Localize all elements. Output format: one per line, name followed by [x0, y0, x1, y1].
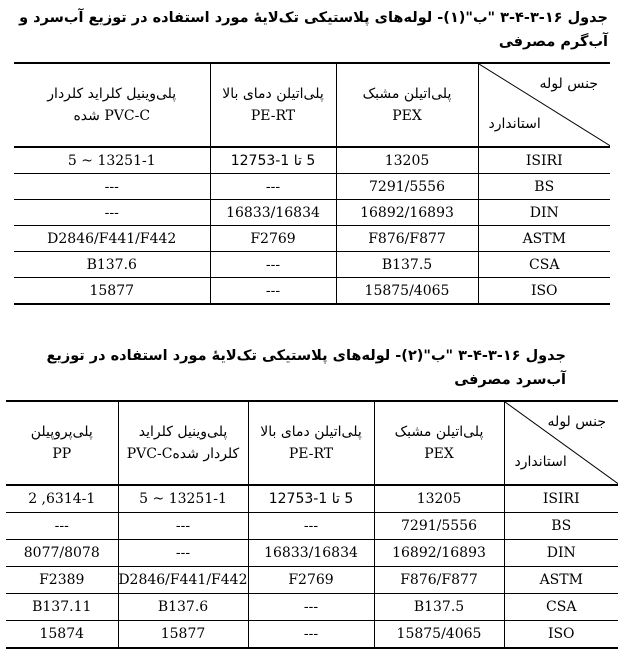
- column-header-name: پلی‌اتیلن دمای بالا: [260, 424, 362, 440]
- table-cell: 8077/8078: [6, 540, 118, 567]
- table2-caption: جدول ۱۶-۳-۴-۳ "ب"(۲)- لوله‌های پلاستیکی تک‌لایهٔ مورد استفاده در توزیع آب‌سرد مصرفی: [46, 348, 566, 388]
- column-header-code: PE-RT: [288, 446, 334, 462]
- table-cell: 13205: [336, 147, 478, 174]
- standard-cell: CSA: [478, 252, 610, 278]
- table-cell: 13251-1 ~ 5: [118, 485, 248, 513]
- table-cell: 15877: [118, 621, 248, 649]
- table-cell: 16892/16893: [374, 540, 504, 567]
- table-row: [14, 200, 610, 226]
- table-cell: F876/F877: [374, 567, 504, 594]
- table-row: [14, 174, 610, 200]
- column-header-code: PP: [52, 446, 72, 462]
- corner-bottom-label: استاندارد: [514, 454, 567, 470]
- standard-cell: ASTM: [478, 226, 610, 252]
- table-cell: B137.11: [6, 594, 118, 621]
- table-cell: 15875/4065: [374, 621, 504, 649]
- table-cell: 13205: [374, 485, 504, 513]
- table-cell: D2846/F441/F442: [118, 567, 248, 594]
- table-cell: 15877: [14, 278, 210, 305]
- table-cell: F2769: [248, 567, 374, 594]
- column-header-code: PEX: [424, 446, 454, 462]
- corner-top-label: جنس لوله: [547, 414, 606, 430]
- table-cell: F876/F877: [336, 226, 478, 252]
- table-cell: 6314-1, 2: [6, 485, 118, 513]
- table-cell: 15874: [6, 621, 118, 649]
- table-cell: 5 تا 1-12753: [248, 485, 374, 513]
- table-cell: 7291/5556: [374, 513, 504, 540]
- table-row: [6, 513, 618, 540]
- column-header: [336, 63, 478, 147]
- table-cell: 13251-1 ~ 5: [14, 147, 210, 174]
- table-row: [6, 540, 618, 567]
- column-header: [14, 63, 210, 147]
- corner-top-label: جنس لوله: [539, 76, 598, 92]
- table1-body: [14, 147, 610, 304]
- table-row: [14, 278, 610, 305]
- table-cell: ---: [248, 594, 374, 621]
- standard-cell: BS: [504, 513, 618, 540]
- standard-cell: DIN: [504, 540, 618, 567]
- column-header-code: PE-RT: [250, 108, 296, 124]
- table-cell: D2846/F441/F442: [14, 226, 210, 252]
- standard-cell: ISIRI: [504, 485, 618, 513]
- table2-body: [6, 485, 618, 648]
- column-header-name: پلی‌اتیلن مشبک: [394, 424, 484, 440]
- column-header-code: PVC-C شده: [73, 108, 151, 124]
- column-header-code: PEX: [392, 108, 422, 124]
- table-cell: ---: [210, 174, 336, 200]
- column-header-name: پلی‌وینیل کلراید کلردار: [47, 86, 177, 102]
- column-header: [248, 401, 374, 485]
- table-cell: ---: [210, 252, 336, 278]
- table-row: [14, 226, 610, 252]
- table2-header-row: [6, 401, 618, 485]
- table1-header-row: [14, 63, 610, 147]
- standard-cell: ASTM: [504, 567, 618, 594]
- column-header: [6, 401, 118, 485]
- table-cell: ---: [210, 278, 336, 305]
- table-cell: ---: [14, 200, 210, 226]
- table-cell: 16892/16893: [336, 200, 478, 226]
- column-header-name: پلی‌پروپیلن: [30, 424, 93, 440]
- table-cell: B137.6: [14, 252, 210, 278]
- table-row: [6, 567, 618, 594]
- standard-cell: ISIRI: [478, 147, 610, 174]
- table1-caption: جدول ۱۶-۳-۴-۳ "ب"(۱)- لوله‌های پلاستیکی تک‌لایهٔ مورد استفاده در توزیع آب‌سرد و آب‌گرم مصرفی: [19, 10, 608, 50]
- column-header: [210, 63, 336, 147]
- table-row: [14, 147, 610, 174]
- table-cell: B137.5: [336, 252, 478, 278]
- table-cell: 5 تا 1-12753: [210, 147, 336, 174]
- table1-corner-cell: [478, 63, 610, 147]
- table-cell: 7291/5556: [336, 174, 478, 200]
- standard-cell: DIN: [478, 200, 610, 226]
- table-cell: ---: [6, 513, 118, 540]
- column-header-name: پلی‌اتیلن دمای بالا: [222, 86, 324, 102]
- table-row: [6, 621, 618, 649]
- standard-cell: BS: [478, 174, 610, 200]
- column-header-name: پلی‌وینیل کلراید: [138, 424, 228, 440]
- table-cell: ---: [118, 540, 248, 567]
- table-cell: ---: [14, 174, 210, 200]
- table-cell: B137.6: [118, 594, 248, 621]
- column-header-name: پلی‌اتیلن مشبک: [362, 86, 452, 102]
- table-cell: ---: [248, 513, 374, 540]
- table-row: [14, 252, 610, 278]
- table1: [14, 62, 610, 305]
- standard-cell: ISO: [478, 278, 610, 305]
- column-header-code: کلردار شدهPVC-C: [126, 446, 240, 462]
- column-header: [374, 401, 504, 485]
- table2-corner-cell: [504, 401, 618, 485]
- table-cell: ---: [118, 513, 248, 540]
- table-cell: B137.5: [374, 594, 504, 621]
- corner-bottom-label: استاندارد: [488, 116, 541, 132]
- table2: [6, 400, 618, 649]
- standard-cell: CSA: [504, 594, 618, 621]
- table-cell: F2769: [210, 226, 336, 252]
- table-cell: F2389: [6, 567, 118, 594]
- table-cell: 16833/16834: [248, 540, 374, 567]
- table-cell: ---: [248, 621, 374, 649]
- table-cell: 16833/16834: [210, 200, 336, 226]
- table-row: [6, 485, 618, 513]
- standard-cell: ISO: [504, 621, 618, 649]
- table-row: [6, 594, 618, 621]
- table-cell: 15875/4065: [336, 278, 478, 305]
- column-header: [118, 401, 248, 485]
